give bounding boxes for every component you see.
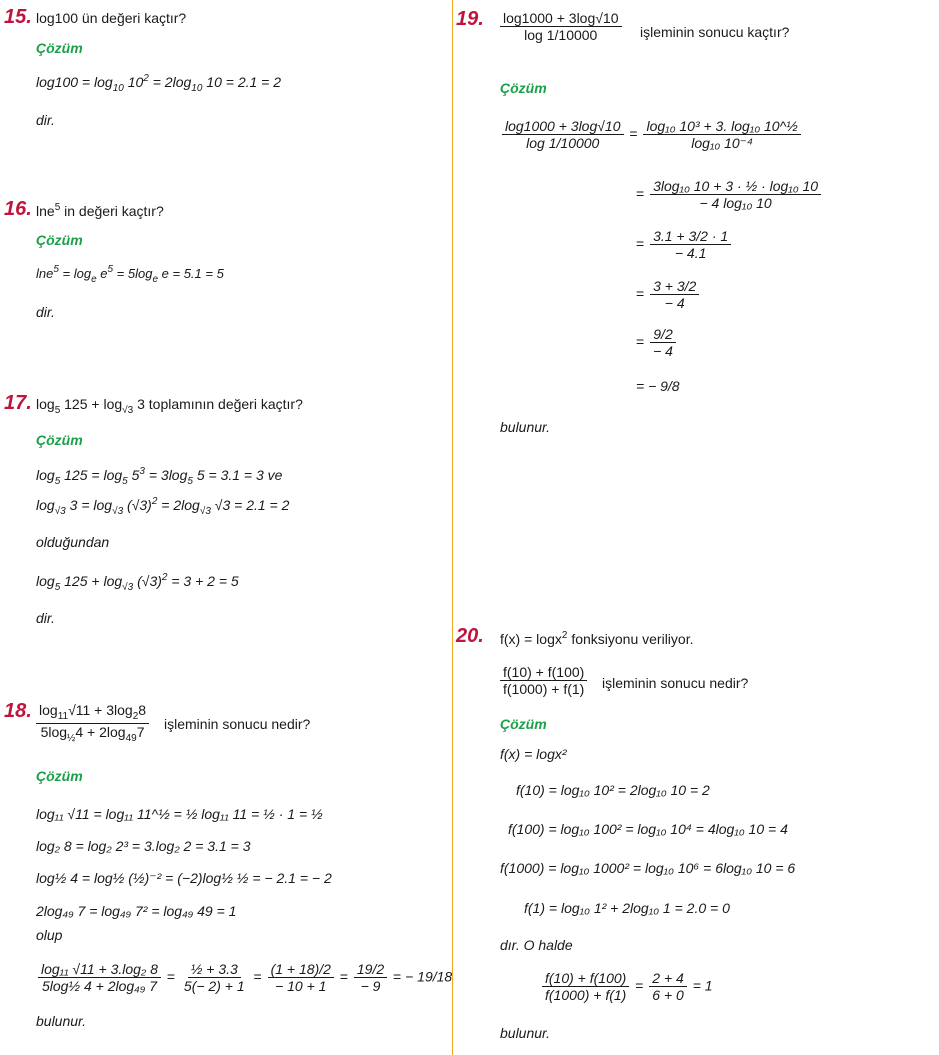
question-19-number: 19. <box>456 8 484 30</box>
q17-line-2: $\log_{√3} 3 = \log_{√3} (√3)^2 = 2\log_{√3}$ √3 = 2.1 = 2 <box>36 496 290 517</box>
q20-line-0: f(x) = logx² <box>500 746 567 762</box>
q19-step-2: = $\frac{\text{3log₁₀ 10 + 3 · ½ · log₁₀ 10}}{\text{− 4 log₁₀ 10}}$ <box>636 178 823 211</box>
question-18-fraction: $\frac{\log_{11}√11 + 3\log_28}{5\log_{\frac{1}{2}}4 + 2\log_{49}7}$ <box>36 702 149 744</box>
q20-solution-label: Çözüm <box>500 716 547 732</box>
question-18-number: 18. <box>4 700 32 722</box>
q19-step-4: = $\frac{3 + 3/2}{- 4}$ <box>636 278 701 311</box>
question-17-number: 17. <box>4 392 32 414</box>
question-20-number: 20. <box>456 625 484 647</box>
q18-mid: olup <box>36 927 63 943</box>
q18-line-1: log₁₁ √11 = log₁₁ 11^½ = ½ log₁₁ 11 = ½ · 1 = ½ <box>36 806 323 822</box>
q19-step-5: = $\frac{9/2}{- 4}$ <box>636 326 678 359</box>
question-18-text: işleminin sonucu nedir? <box>164 716 311 732</box>
question-19-text: işleminin sonucu kaçtır? <box>640 24 790 40</box>
q19-end: bulunur. <box>500 419 551 435</box>
q18-line-3: log½ 4 = log½ (½)⁻² = (−2)log½ ½ = − 2.1 = − 2 <box>36 870 332 886</box>
question-20-question: işleminin sonucu nedir? <box>602 675 749 691</box>
q18-solution-label: Çözüm <box>36 768 83 784</box>
q20-final-equation: $\frac{f(10) + f(100)}{f(1000) + f(1)}$ = $\frac{2 + 4}{6 + 0}$ = 1 <box>540 970 713 1003</box>
q18-end: bulunur. <box>36 1013 87 1029</box>
q17-end: dir. <box>36 610 55 626</box>
q19-solution-label: Çözüm <box>500 80 547 96</box>
q18-line-4: 2log₄₉ 7 = log₄₉ 7² = log₄₉ 49 = 1 <box>36 903 237 919</box>
q15-end: dir. <box>36 112 55 128</box>
q15-line-1: $\log 100 = \log_{10} 10^2 = 2\log_{10}$ 10 = 2.1 = 2 <box>36 73 282 94</box>
q17-line-3: $\log_5 125 + \log_{√3} (√3)^2 = 3 + 2 = 5$ <box>36 572 239 593</box>
question-15-text: log100 ün değeri kaçtır? <box>36 10 187 26</box>
q20-mid: dır. O halde <box>500 937 573 953</box>
q16-end: dir. <box>36 304 55 320</box>
q17-line-1: $\log_5 125 = \log_5 5^3 = 3\log_5$ 5 = 3.1 = 3 ve <box>36 466 283 487</box>
q18-line-2: log₂ 8 = log₂ 2³ = 3.log₂ 2 = 3.1 = 3 <box>36 838 251 854</box>
q17-solution-label: Çözüm <box>36 432 83 448</box>
q20-line-2: f(100) = log₁₀ 100² = log₁₀ 10⁴ = 4log₁₀ 10 = 4 <box>508 821 788 837</box>
q16-solution-label: Çözüm <box>36 232 83 248</box>
q17-mid: olduğundan <box>36 534 110 550</box>
q19-step-1: $\frac{\log 1000 + 3\log√10}{\log 1/10000}$ = $\frac{\text{log₁₀ 10³ + 3. log₁₀ 10\textasciicircum{}½}}{\text{log₁₀ 10⁻⁴}}$ <box>500 118 803 151</box>
q20-line-4: f(1) = log₁₀ 1² + 2log₁₀ 1 = 2.0 = 0 <box>524 900 730 916</box>
q19-step-3: = $\frac{3.1 + 3/2 \cdot 1}{- 4.1}$ <box>636 228 733 261</box>
question-16-number: 16. <box>4 198 32 220</box>
q16-line-1: $\ln e^5 = \log_e e^5 = 5\log_e$ e = 5.1 = 5 <box>36 264 224 285</box>
q20-line-3: f(1000) = log₁₀ 1000² = log₁₀ 10⁶ = 6log₁₀ 10 = 6 <box>500 860 796 876</box>
question-16-text: lne$^5$ in değeri kaçtır? <box>36 202 164 219</box>
question-17-text: $\log_5 125 + \log_{√3} 3$ toplamının değeri kaçtır? <box>36 396 303 416</box>
q19-result: = − 9/8 <box>636 378 680 394</box>
q18-final-equation: $\frac{\text{log₁₁ √11 + 3.log₂ 8}}{\text{5log½ 4 + 2log₄₉ 7}}$ = $\frac{\text{½ + 3.3}}{5(- 2) + 1}$ = $\frac{(1 + 18)/2}{- 10 + 1}$ = $\frac{19/2}{- 9}$ = − 19/18 <box>36 961 452 994</box>
q20-line-1: f(10) = log₁₀ 10² = 2log₁₀ 10 = 2 <box>516 782 710 798</box>
question-20-fraction: $\frac{f(10) + f(100)}{f(1000) + f(1)}$ <box>500 664 587 697</box>
question-20-text: f(x) = logx$^2$ fonksiyonu veriliyor. <box>500 630 694 647</box>
question-19-fraction: $\frac{\log 1000 + 3\log√10}{\log 1/10000}$ <box>500 10 622 43</box>
q20-end: bulunur. <box>500 1025 551 1041</box>
q15-solution-label: Çözüm <box>36 40 83 56</box>
question-15-number: 15. <box>4 6 32 28</box>
column-divider <box>452 0 453 1055</box>
